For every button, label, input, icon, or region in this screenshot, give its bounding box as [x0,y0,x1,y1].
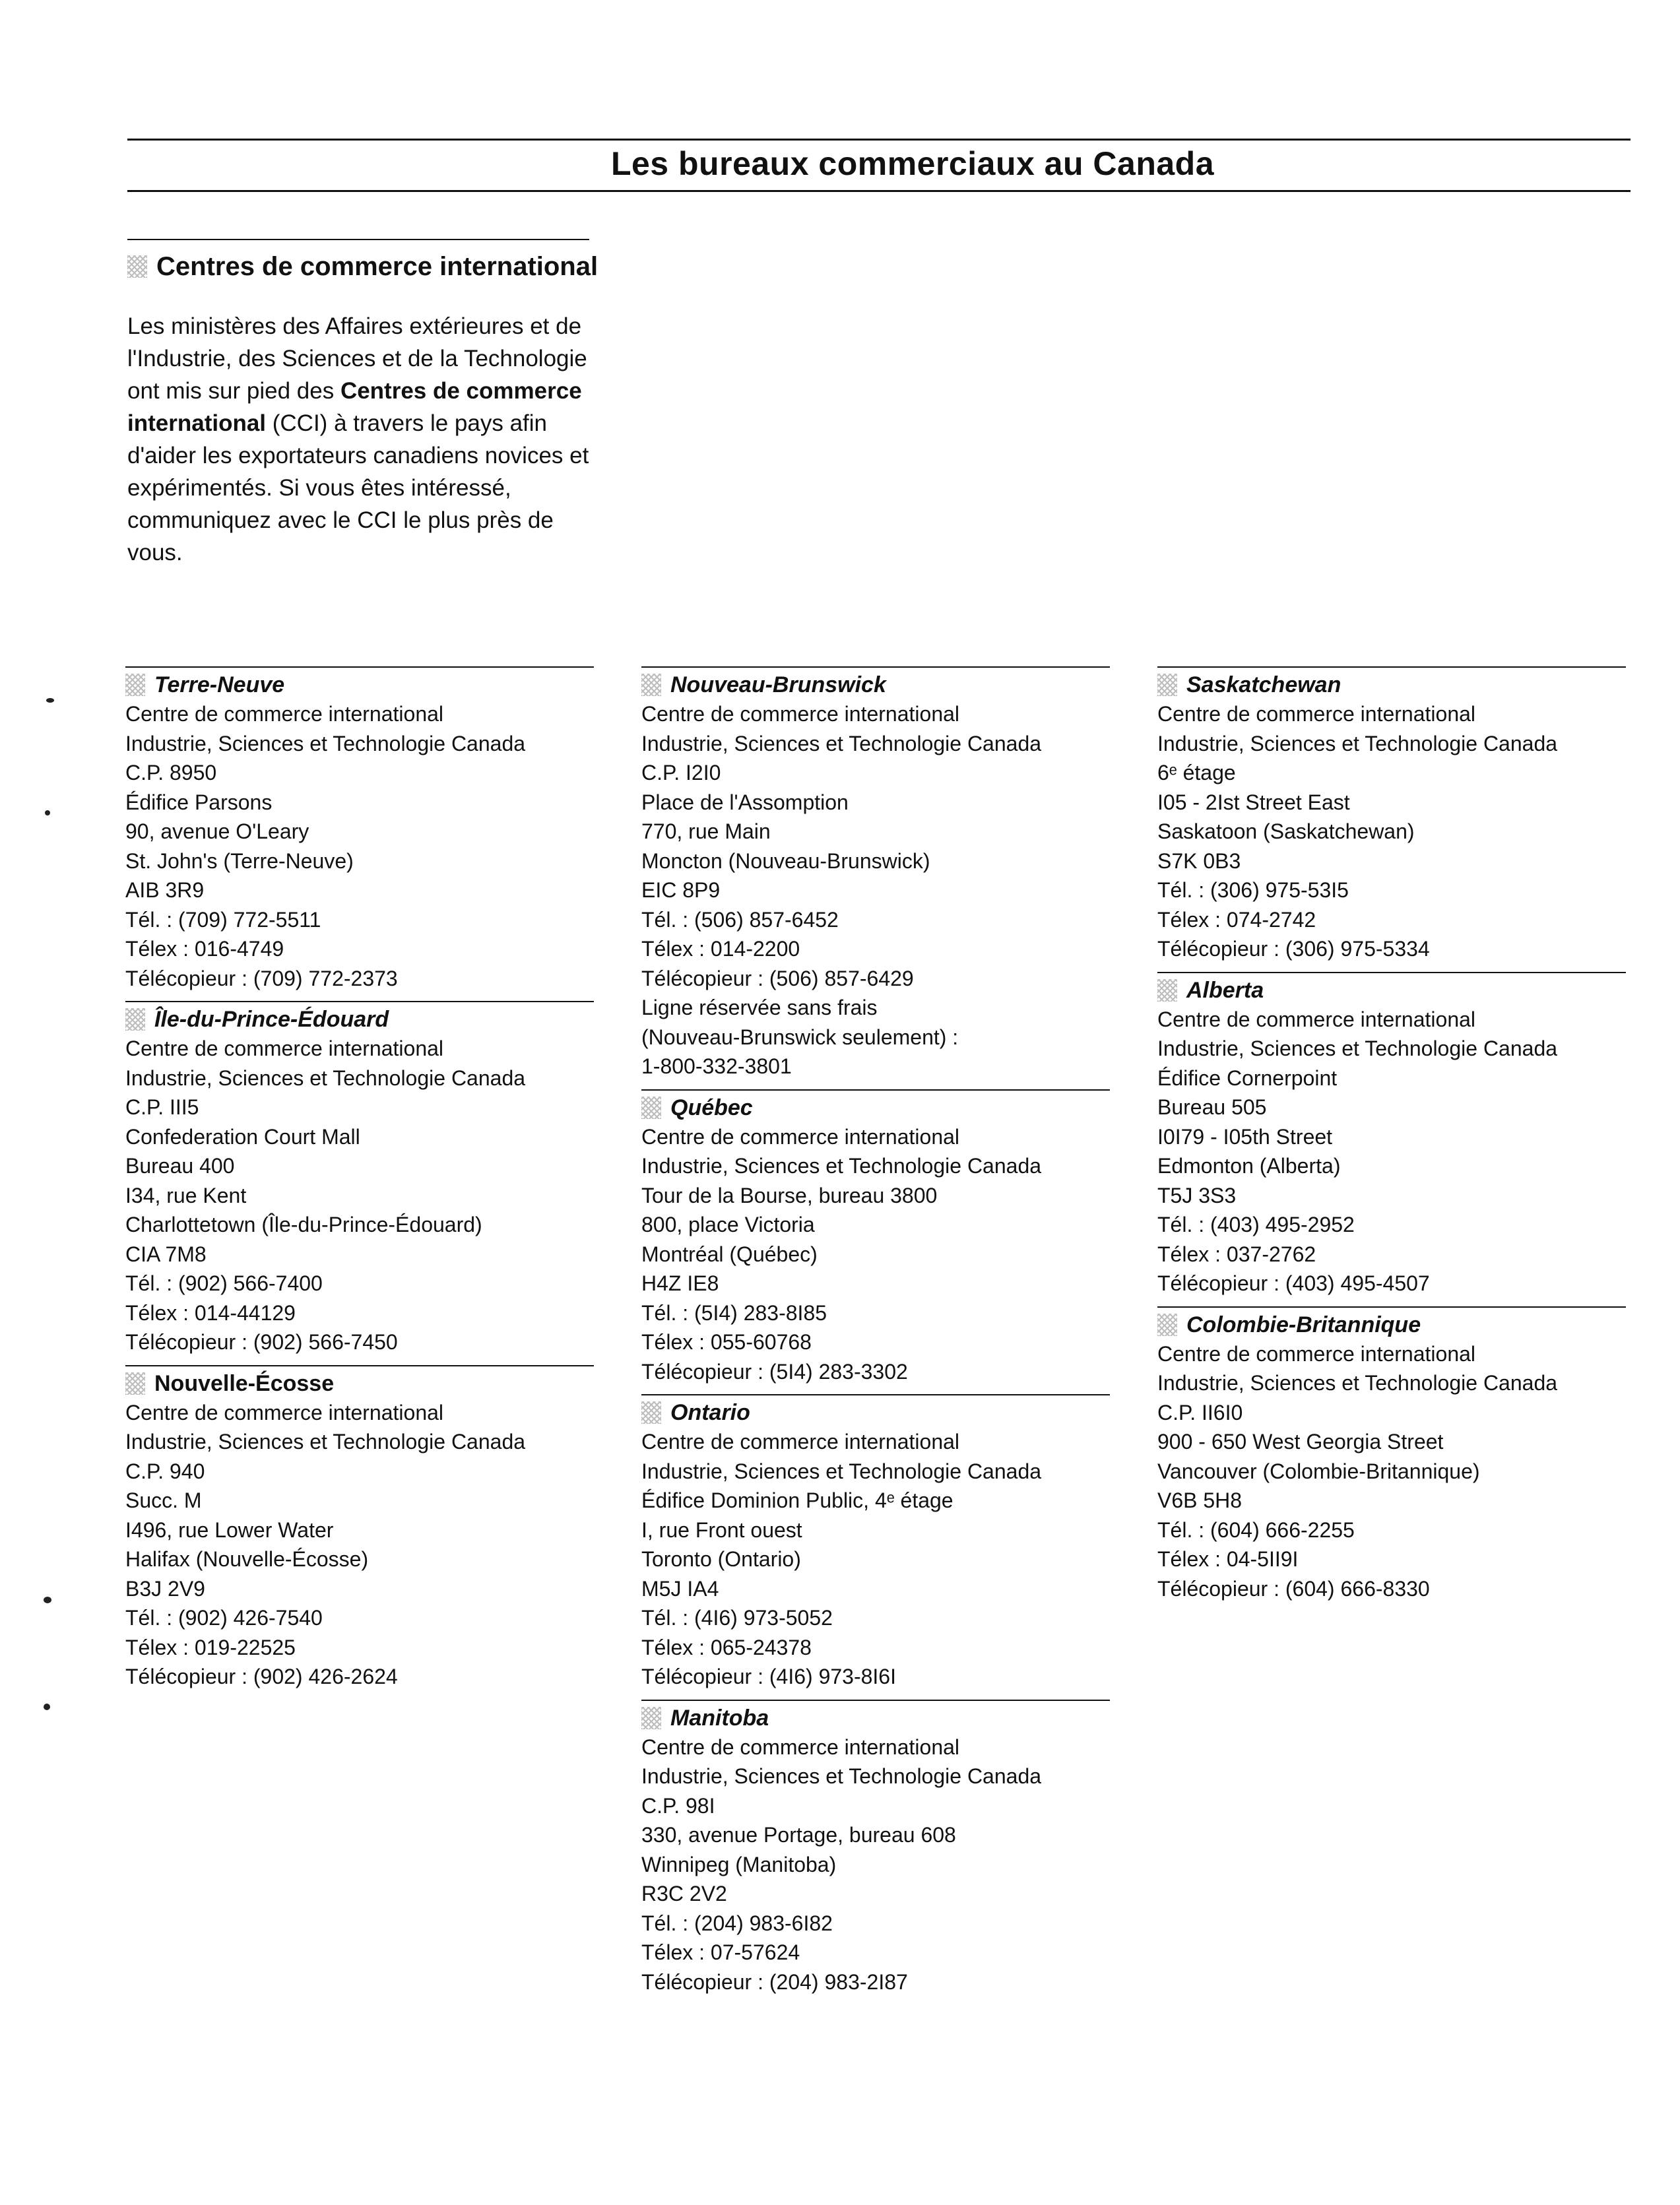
office-province-name: Nouveau-Brunswick [670,672,886,697]
office-address-line: Télex : 014-44129 [125,1300,296,1325]
office-rule [641,1089,1110,1091]
office-address-line: Édifice Parsons [125,790,273,814]
office-rule [1157,972,1626,973]
office-heading [125,670,600,699]
office-rule [1157,666,1626,668]
office-address-line: Industrie, Sciences et Technologie Canada [125,731,526,755]
office-address-line: (Nouveau-Brunswick seulement) : [641,1025,959,1049]
office-address-line: Tél. : (204) 983-6I82 [641,1911,833,1935]
office-province-name: Québec [670,1095,753,1120]
office-address-line: St. John's (Terre-Neuve) [125,848,354,873]
office-address-line: Télécopieur : (403) 495-4507 [1157,1271,1430,1295]
office-address-line: 900 - 650 West Georgia Street [1157,1430,1444,1454]
header-bottom-rule [127,190,1631,192]
office-province-name: Nouvelle-Écosse [154,1370,335,1396]
office-heading [641,670,1116,699]
margin-speck [46,698,54,703]
office-ile-du-prince-edouard [125,1001,600,1357]
office-address-line: Moncton (Nouveau-Brunswick) [641,848,930,873]
office-address-line: Télex : 016-4749 [125,937,284,961]
office-nouvelle-ecosse [125,1365,600,1692]
office-address-line: Édifice Cornerpoint [1157,1066,1338,1090]
office-address-line: C.P. II6I0 [1157,1400,1243,1424]
office-address-line: Confederation Court Mall [125,1124,360,1149]
office-address-line: Télécopieur : (5I4) 283-3302 [641,1359,908,1384]
office-address [1157,1339,1632,1604]
office-address [641,699,1116,1081]
office-address-line: C.P. 940 [125,1459,205,1483]
intro-text-bold: Centres de commerce international [127,378,582,436]
office-address [641,1122,1116,1387]
office-heading [1157,670,1632,699]
office-address-line: Télex : 037-2762 [1157,1242,1316,1266]
office-address-line: Tél. : (506) 857-6452 [641,907,839,932]
office-heading [1157,1310,1632,1339]
office-address-line: B3J 2V9 [125,1576,205,1601]
shaded-square-icon [1157,674,1177,696]
shaded-square-icon [641,1401,661,1424]
office-address-line: Bureau 400 [125,1154,235,1178]
margin-speck [45,810,50,815]
office-rule [125,1365,594,1366]
office-heading [641,1398,1116,1427]
intro-paragraph [127,310,589,569]
office-address-line: Ligne réservée sans frais [641,996,878,1019]
office-province-name: Saskatchewan [1186,672,1341,697]
office-address-line: Centre de commerce international [641,702,960,726]
header-top-rule [127,139,1631,141]
office-address-line: Centre de commerce international [125,1400,444,1424]
office-address-line: I, rue Front ouest [641,1518,802,1542]
office-address-line: Charlottetown (Île-du-Prince-Édouard) [125,1213,482,1236]
office-heading [641,1704,1116,1733]
office-address [641,1733,1116,1997]
office-address [125,699,600,993]
office-address-line: C.P. I2I0 [641,761,721,784]
office-rule [641,666,1110,668]
office-heading [1157,976,1632,1005]
office-address-line: 770, rue Main [641,819,771,843]
office-address-line: Succ. M [125,1488,202,1512]
shaded-square-icon [127,255,147,278]
office-address-line: AIB 3R9 [125,878,205,902]
office-address-line: Saskatoon (Saskatchewan) [1157,819,1415,843]
office-address-line: Télécopieur : (506) 857-6429 [641,966,914,990]
office-address-line: Centre de commerce international [1157,702,1476,726]
intro-section [127,239,602,569]
office-address-line: Télex : 065-24378 [641,1635,812,1659]
office-address-line: V6B 5H8 [1157,1488,1243,1512]
office-address [125,1034,600,1357]
office-address-line: Industrie, Sciences et Technologie Canada [641,1154,1042,1178]
office-address [1157,699,1632,964]
office-address-line: Tél. : (4I6) 973-5052 [641,1606,833,1630]
office-address-line: Halifax (Nouvelle-Écosse) [125,1547,369,1571]
intro-heading [127,248,602,285]
office-address-line: Tour de la Bourse, bureau 3800 [641,1183,938,1207]
office-rule [641,1394,1110,1395]
office-address-line: 800, place Victoria [641,1213,815,1236]
office-address-line: Industrie, Sciences et Technologie Canada [125,1430,526,1454]
office-address-line: Industrie, Sciences et Technologie Canada [1157,1037,1558,1060]
office-address-line: Télex : 074-2742 [1157,907,1316,932]
office-address-line: Télécopieur : (902) 426-2624 [125,1665,398,1688]
office-address-line: Bureau 505 [1157,1095,1267,1119]
office-province-name: Île-du-Prince-Édouard [154,1007,389,1032]
office-alberta [1157,972,1632,1298]
office-address-line: Télécopieur : (902) 566-7450 [125,1330,398,1354]
office-address-line: Edmonton (Alberta) [1157,1154,1341,1178]
margin-speck [44,1597,51,1603]
office-column-2 [641,666,1116,2004]
office-address-line: Tél. : (709) 772-5511 [125,907,321,932]
office-address-line: I0I79 - I05th Street [1157,1124,1333,1149]
office-terre-neuve [125,666,600,993]
office-address-line: S7K 0B3 [1157,848,1241,873]
shaded-square-icon [641,674,661,696]
office-address-line: M5J IA4 [641,1576,719,1601]
office-address-line: Place de l'Assomption [641,790,849,814]
office-address-line: 6ᵉ étage [1157,761,1236,784]
office-address-line: I05 - 2Ist Street East [1157,790,1350,814]
office-address-line: 90, avenue O'Leary [125,819,309,843]
margin-speck [44,1704,50,1710]
office-province-name: Manitoba [670,1705,769,1731]
shaded-square-icon [641,1097,661,1119]
intro-heading-text: Centres de commerce international [156,252,598,281]
shaded-square-icon [125,1372,145,1395]
office-address-line: Industrie, Sciences et Technologie Canada [641,1459,1042,1483]
office-address-line: R3C 2V2 [641,1882,727,1905]
office-address-line: Édifice Dominion Public, 4ᵉ étage [641,1488,953,1512]
office-colombie-britannique [1157,1306,1632,1604]
office-address-line: I496, rue Lower Water [125,1518,334,1542]
office-address-line: Tél. : (902) 426-7540 [125,1606,323,1630]
office-address-line: 1-800-332-3801 [641,1054,792,1078]
office-address-line: Centre de commerce international [1157,1341,1476,1366]
office-address-line: Tél. : (902) 566-7400 [125,1271,323,1295]
shaded-square-icon [125,1008,145,1031]
office-address-line: EIC 8P9 [641,878,721,902]
shaded-square-icon [641,1707,661,1729]
office-address-line: Toronto (Ontario) [641,1547,801,1571]
intro-text-before: Les ministères des Affaires extérieures et de l'Industrie, des Sciences et de la Technologie ont mis sur pied des [127,313,587,404]
office-address-line: Vancouver (Colombie-Britannique) [1157,1459,1480,1483]
office-heading [125,1369,600,1398]
office-address-line: Industrie, Sciences et Technologie Canada [1157,1371,1558,1395]
office-column-3 [1157,666,1632,1611]
office-address-line: Tél. : (403) 495-2952 [1157,1213,1355,1236]
office-column-1 [125,666,600,1700]
office-address-line: I34, rue Kent [125,1183,247,1207]
office-address-line: C.P. 8950 [125,761,217,784]
office-saskatchewan [1157,666,1632,964]
office-address-line: Centre de commerce international [641,1124,960,1149]
office-address-line: Télécopieur : (604) 666-8330 [1157,1576,1430,1601]
office-rule [641,1700,1110,1701]
office-address-line: Industrie, Sciences et Technologie Canada [641,1764,1042,1788]
office-heading [641,1093,1116,1122]
shaded-square-icon [125,674,145,696]
shaded-square-icon [1157,1314,1177,1336]
office-address-line: Télex : 014-2200 [641,937,800,961]
office-address [1157,1005,1632,1298]
office-address [641,1427,1116,1692]
office-address-line: Télécopieur : (4I6) 973-8I6I [641,1665,896,1688]
office-ontario [641,1394,1116,1692]
office-heading [125,1005,600,1034]
office-address-line: C.P. 98I [641,1793,715,1818]
shaded-square-icon [1157,979,1177,1002]
office-manitoba [641,1700,1116,1997]
office-rule [1157,1306,1626,1308]
office-address-line: C.P. III5 [125,1095,199,1119]
office-province-name: Terre-Neuve [154,672,285,697]
office-address-line: Centre de commerce international [125,1037,444,1060]
office-address-line: Tél. : (306) 975-53I5 [1157,878,1349,902]
office-address-line: Télex : 019-22525 [125,1635,296,1659]
office-address-line: Winnipeg (Manitoba) [641,1852,837,1876]
office-address-line: Télex : 04-5II9I [1157,1547,1299,1571]
office-address-line: Centre de commerce international [1157,1007,1476,1031]
office-address-line: Centre de commerce international [125,702,444,726]
intro-rule [127,239,589,240]
office-address-line: Industrie, Sciences et Technologie Canada [1157,731,1558,755]
office-address-line: Centre de commerce international [641,1430,960,1454]
office-address-line: Télécopieur : (204) 983-2I87 [641,1969,908,1994]
office-address-line: Montréal (Québec) [641,1242,818,1266]
office-address-line: Télécopieur : (306) 975-5334 [1157,937,1430,961]
office-address-line: Tél. : (604) 666-2255 [1157,1518,1355,1542]
office-province-name: Alberta [1186,977,1264,1003]
office-address-line: H4Z IE8 [641,1271,719,1295]
office-address-line: CIA 7M8 [125,1242,207,1266]
office-address-line: 330, avenue Portage, bureau 608 [641,1823,956,1847]
office-address-line: T5J 3S3 [1157,1183,1237,1207]
office-address-line: Industrie, Sciences et Technologie Canada [125,1066,526,1090]
office-rule [125,1001,594,1002]
office-address-line: Télex : 055-60768 [641,1330,812,1354]
intro-text-after: (CCI) à travers le pays afin d'aider les exportateurs canadiens novices et expérimentés. Si vous êtes intéressé, communiquez avec le CCI le plus près de vous. [127,410,589,565]
office-address-line: Télex : 07-57624 [641,1940,800,1964]
office-address-line: Centre de commerce international [641,1735,960,1759]
office-address-line: Tél. : (5I4) 283-8I85 [641,1300,827,1325]
office-province-name: Colombie-Britannique [1186,1312,1421,1337]
office-province-name: Ontario [670,1400,750,1425]
office-address-line: Industrie, Sciences et Technologie Canada [641,731,1042,755]
page-title: Les bureaux commerciaux au Canada [610,145,1215,182]
office-nouveau-brunswick [641,666,1116,1081]
office-rule [125,666,594,668]
office-quebec [641,1089,1116,1387]
office-address [125,1398,600,1692]
office-address-line: Télécopieur : (709) 772-2373 [125,966,398,990]
